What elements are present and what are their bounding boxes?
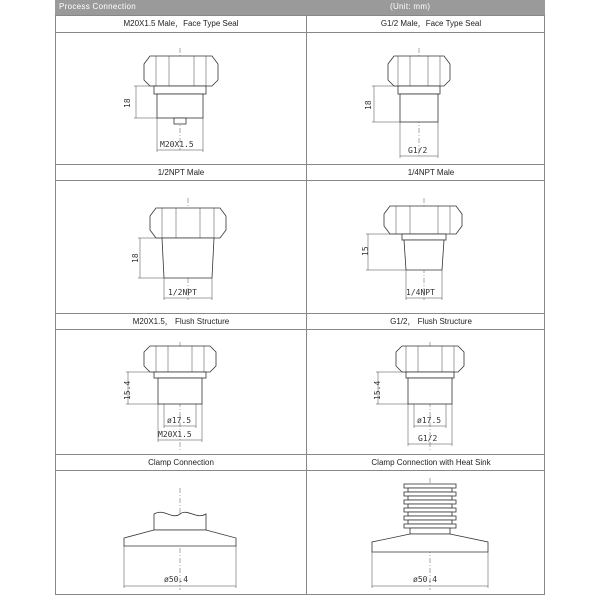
cell-title-clamp-heatsink: Clamp Connection with Heat Sink [371,458,491,467]
dim-diameter: ø17.5 [417,416,442,425]
dim-thread: 1/4NPT [406,288,435,297]
drawing-14npt [361,198,462,300]
cell-title-14npt: 1/4NPT Male [407,168,455,177]
dim-height: 15 [361,246,370,256]
dim-thread: 1/2NPT [168,288,197,297]
unit-label: (Unit: mm) [390,2,431,11]
cell-title-12npt: 1/2NPT Male [157,168,205,177]
cell-title-clamp: Clamp Connection [148,458,214,467]
dim-thread: G1/2 [418,434,438,443]
dim-thread: M20X1.5 [160,140,194,149]
drawing-clamp-heatsink [372,478,488,590]
drawing-m20-flush [123,342,216,450]
dim-height: 18 [123,98,132,108]
dim-thread: M20X1.5 [158,430,192,439]
drawing-clamp [124,488,236,590]
drawing-g12-flush [373,342,464,450]
dim-height: 15.4 [373,380,382,400]
drawing-g12-face-seal [364,48,450,158]
cell-title-g12-flush: G1/2， Flush Structure [390,317,472,326]
dim-diameter: ø50.4 [413,575,438,584]
cell-title-m20-face-seal: M20X1.5 Male，Face Type Seal [123,19,239,28]
cell-title-g12-face-seal: G1/2 Male，Face Type Seal [380,19,482,28]
dim-thread: G1/2 [408,146,428,155]
dim-diameter: ø50.4 [164,575,189,584]
dim-diameter: ø17.5 [167,416,192,425]
drawing-12npt [131,198,226,300]
dim-height: 18 [131,253,140,263]
section-title: Process Connection [59,2,136,11]
cell-title-m20-flush: M20X1.5， Flush Structure [132,317,230,326]
dim-height: 18 [364,100,373,110]
drawing-m20-face-seal [123,48,218,152]
dim-height: 15.4 [123,380,132,400]
